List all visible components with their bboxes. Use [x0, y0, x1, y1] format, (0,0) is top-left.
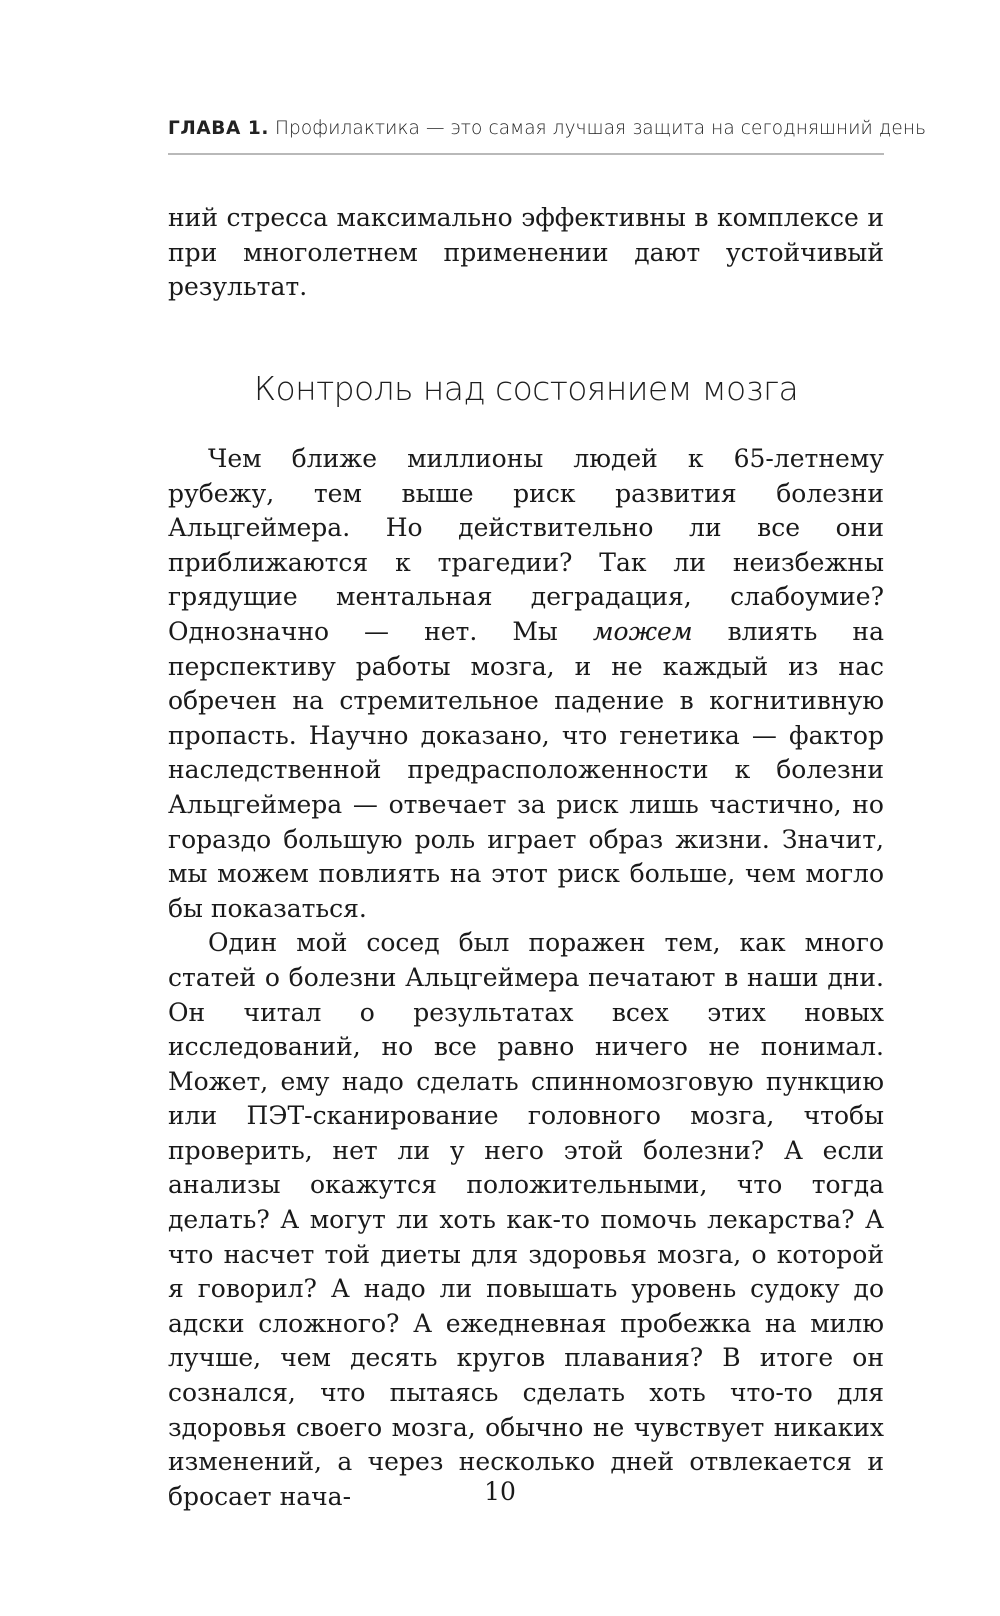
paragraph-1-part-b: влиять на перспективу работы мозга, и не каждый из нас обречен на стремительное падение в когнитивную пропасть. Научно доказано, что генетика — фактор наследственной предрасположенности к болезни Альцгеймера — отвечает за риск лишь частично, но гораздо большую роль играет образ жизни. Значит, мы можем повлиять на этот риск больше, чем могло бы показаться.: [168, 616, 884, 923]
header-divider: [168, 153, 884, 155]
body-text: [168, 442, 884, 1514]
intro-text: [168, 201, 884, 305]
paragraph-1-part-a: Чем ближе миллионы людей к 65-летнему рубежу, тем выше риск развития болезни Альцгеймера. Но действительно ли все они приближаются к трагедии? Так ли неизбежны грядущие ментальная деградация, слабоумие? Однозначно — нет. Мы: [168, 444, 884, 646]
chapter-title: Профилактика — это самая лучшая защита на сегодняшний день: [269, 118, 927, 139]
paragraph-1: [168, 442, 884, 926]
paragraph-1-emphasis: можем: [592, 616, 693, 646]
chapter-label: ГЛАВА 1.: [168, 118, 270, 139]
paragraph-2: Один мой сосед был поражен тем, как много статей о болезни Альцгеймера печатают в наши дни. Он читал о результатах всех этих новых исследований, но все равно ничего не понимал. Может, ему надо сделать спинномозговую пункцию или ПЭТ-сканирование головного мозга, чтобы проверить, нет ли у него этой болезни? А если анализы окажутся положительными, что тогда делать? А могут ли хоть как-то помочь лекарства? А что насчет той диеты для здоровья мозга, о которой я говорил? А надо ли повышать уровень судоку до адски сложного? А ежедневная пробежка на милю лучше, чем десять кругов плавания? В итоге он сознался, что пытаясь сделать хоть что-то для здоровья своего мозга, обычно не чувствует никаких изменений, а через несколько дней отвлекается и бросает нача-: [168, 928, 884, 1511]
page-number: 10: [484, 1477, 516, 1506]
running-head: [168, 118, 927, 139]
intro-paragraph: ний стресса максимально эффективны в комплексе и при многолетнем применении дают устойчивый результат.: [168, 203, 884, 302]
section-heading: Контроль над состоянием мозга: [253, 369, 799, 408]
